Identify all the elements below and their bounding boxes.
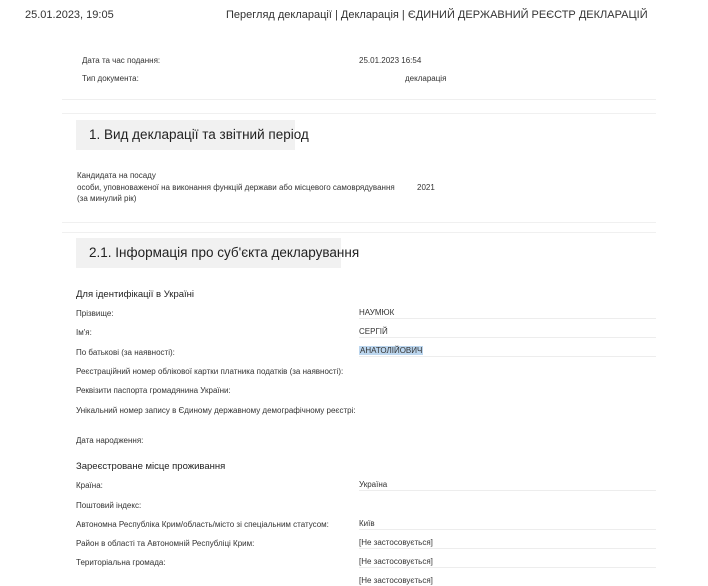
passport-label: Реквізити паспорта громадянина України: (76, 386, 231, 395)
doctype-label: Тип документа: (82, 74, 139, 83)
surname-label: Прізвище: (76, 309, 114, 318)
patronymic-value-field (359, 345, 656, 357)
submitted-value: 25.01.2023 16:54 (359, 56, 422, 65)
country-label: Країна: (76, 481, 103, 490)
print-datetime: 25.01.2023, 19:05 (25, 9, 114, 21)
community-value: [Не застосовується] (359, 556, 656, 568)
patronymic-label: По батькові (за наявності): (76, 348, 175, 357)
tax-number-label: Реєстраційний номер облікової картки платника податків (за наявності): (76, 367, 344, 376)
doctype-value: декларація (405, 74, 447, 83)
district-value: [Не застосовується] (359, 537, 656, 549)
name-value: СЕРГІЙ (359, 326, 656, 338)
region-value: Київ (359, 518, 656, 530)
section-declaration-type (62, 113, 656, 223)
name-label: Ім'я: (76, 328, 92, 337)
candidate-label: Кандидата на посаду (77, 171, 156, 180)
birth-date-label: Дата народження: (76, 436, 144, 445)
surname-value: НАУМЮК (359, 307, 656, 319)
region-label: Автономна Республіка Крим/область/місто зі спеціальним статусом: (76, 520, 329, 529)
print-page-title: Перегляд декларації | Декларація | ЄДИНИЙ ДЕРЖАВНИЙ РЕЄСТР ДЕКЛАРАЦІЙ (226, 9, 648, 21)
district-label: Район в області та Автономній Республіці Крим: (76, 539, 255, 548)
community-label: Територіальна громада: (76, 558, 166, 567)
identification-heading: Для ідентифікації в Україні (76, 289, 195, 300)
section-1-title: 1. Вид декларації та звітний період (76, 120, 295, 150)
meta-panel (62, 44, 656, 100)
postal-code-label: Поштовий індекс: (76, 501, 142, 510)
cut-off-value: [Не застосовується] (359, 576, 433, 585)
unique-record-label: Унікальний номер запису в Єдиному державному демографічному реєстрі: (76, 406, 356, 415)
section-subject-info (62, 232, 656, 585)
submitted-label: Дата та час подання: (82, 56, 161, 65)
patronymic-value: АНАТОЛІЙОВИЧ (360, 346, 423, 355)
official-label: особи, уповноваженої на виконання функцій держави або місцевого самоврядування (за минулий рік) (77, 183, 395, 203)
report-year: 2021 (417, 183, 435, 192)
country-value: Україна (359, 479, 656, 491)
section-2-1-title: 2.1. Інформація про суб'єкта декларування (76, 238, 341, 268)
residence-heading: Зареєстроване місце проживання (76, 461, 226, 472)
print-header (0, 9, 708, 25)
